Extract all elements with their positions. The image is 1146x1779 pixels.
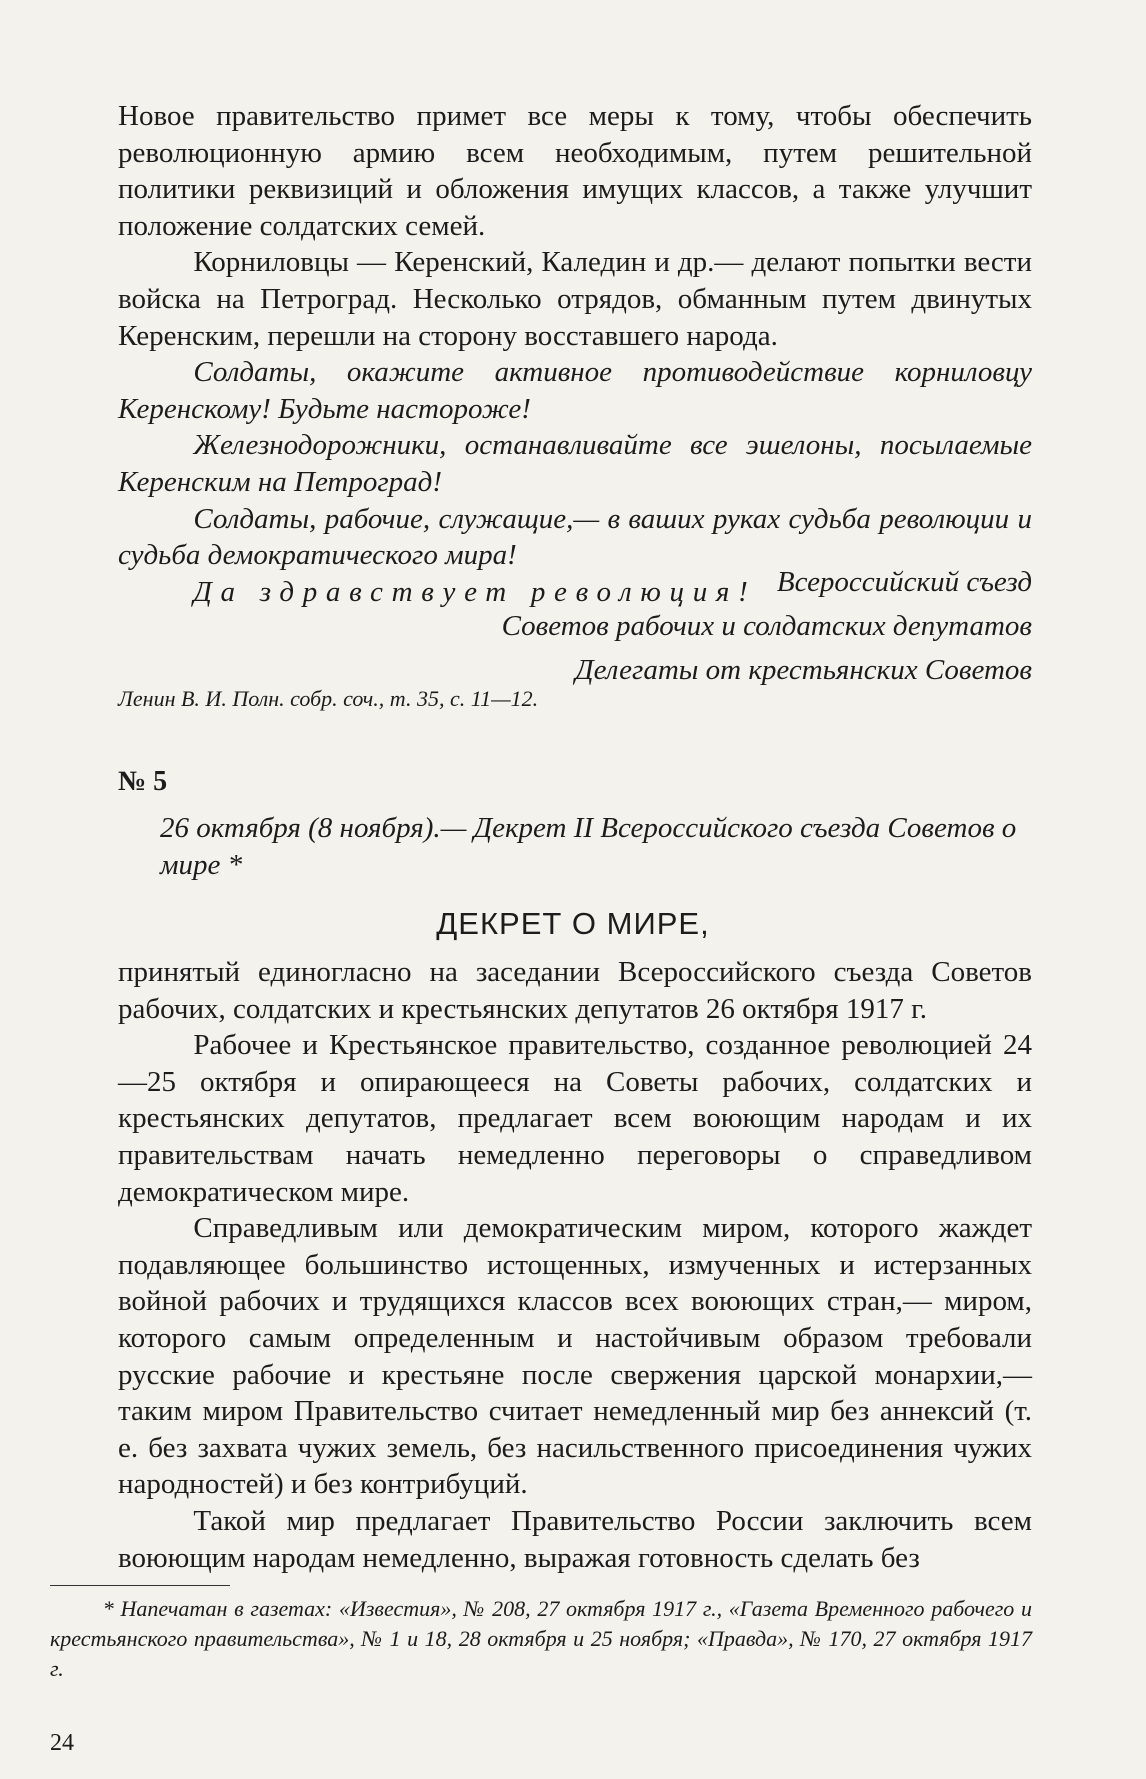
signature-line-3: Делегаты от крестьянских Советов [575,654,1032,686]
signature-line-1: Всероссийский съезд [776,566,1032,598]
paragraph-kornilovtsy: Корниловцы — Керенский, Каледин и др.— делают попытки вести войска на Петроград. Несколько отрядов, обманным путем двинутых Керенским, перешли на сторону восставшего народа. [118,246,1032,352]
appeal-railway-workers: Железнодорожники, останавливайте все эшелоны, посылаемые Керенским на Петроград! [118,429,1032,498]
page-number: 24 [50,1730,74,1756]
document-number: № 5 [118,766,168,797]
signature-line-2: Советов рабочих и солдатских депутатов [501,610,1032,642]
appeal-soldiers-workers: Солдаты, рабочие, служащие,— в ваших руках судьба революции и судьба демократического мира! [118,502,1032,572]
footnote [50,1594,1032,1684]
footnote-divider [50,1585,230,1586]
slogan-long-live-revolution: Да здравствует революция! [193,575,757,608]
signature-block [118,560,1032,692]
document-heading: 26 октября (8 ноября).— Декрет II Всероссийского съезда Советов о мире * [160,812,1017,881]
decree-paragraph-3: Такой мир предлагает Правительство России заключить всем воюющим народам немедленно, выражая готовность сделать без [118,1504,1032,1574]
decree-preamble: принятый единогласно на заседании Всероссийского съезда Советов рабочих, солдатских и крестьянских депутатов 26 октября 1917 г. [118,956,1032,1025]
decree-paragraph-1: Рабочее и Крестьянское правительство, созданное революцией 24—25 октября и опирающееся на Советы рабочих, солдатских и крестьянских депутатов, предлагает всем воюющим народам и их правительствам начать немедленно переговоры о справедливом демократическом мире. [118,1029,1032,1208]
decree-paragraph-2: Справедливым или демократическим миром, которого жаждет подавляющее большинство истощенных, измученных и истерзанных войной рабочих и трудящихся классов всех воюющих стран,— миром, которого самым определенным и настойчивым образом требовали русские рабочие и крестьяне после свержения царской монархии,— таким миром Правительство считает немедленный мир без аннексий (т. е. без захвата чужих земель, без насильственного присоединения чужих народностей) и без контрибуций. [118,1212,1032,1501]
decree-body [118,954,1032,1576]
footnote-text: * Напечатан в газетах: «Известия», № 208, 27 октября 1917 г., «Газета Временного рабочего и крестьянского правительства», № 1 и 18, 28 октября и 25 ноября; «Правда», № 170, 27 октября 1917 г. [50,1596,1032,1681]
top-text-block [118,98,1032,610]
appeal-soldiers: Солдаты, окажите активное противодействие корниловцу Керенскому! Будьте настороже! [118,356,1032,425]
decree-title: ДЕКРЕТ О МИРЕ, [436,906,710,941]
paragraph-army-supply: Новое правительство примет все меры к тому, чтобы обеспечить революционную армию всем необходимым, путем решительной политики реквизиций и обложения имущих классов, а также улучшит положение солдатских семей. [118,100,1032,242]
source-citation: Ленин В. И. Полн. собр. соч., т. 35, с. 11—12. [118,686,539,711]
